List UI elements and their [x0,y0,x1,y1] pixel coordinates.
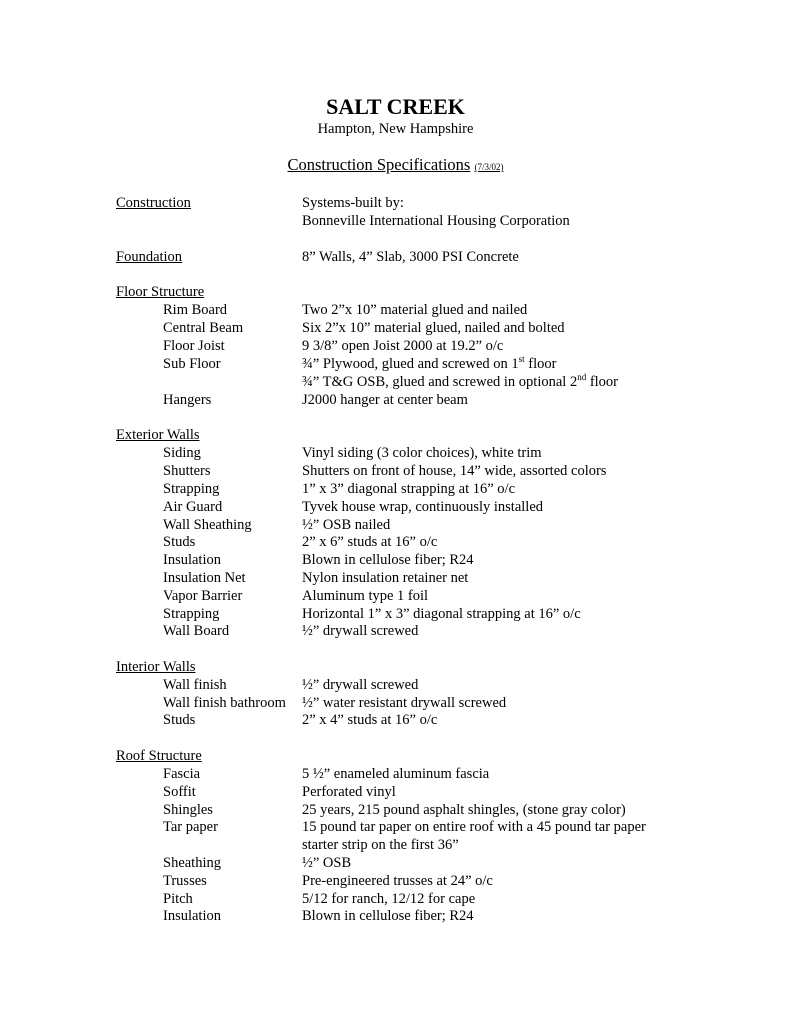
section-interior-walls: Interior Walls [116,659,196,675]
spec-value-text: ¾” Plywood, glued and screwed on 1 [302,356,519,372]
spec-row [0,783,791,801]
spec-label: Tar paper [163,819,218,835]
ordinal-suffix: nd [577,372,587,383]
construction-value-1: Systems-built by: [302,195,404,211]
roof-structure-heading-row [0,747,791,765]
spec-row [0,711,791,729]
spec-label: Wall finish bathroom [163,695,286,711]
spec-value: ½” OSB nailed [302,517,391,533]
spec-label: Shutters [163,463,211,479]
section-floor-structure: Floor Structure [116,284,205,300]
spec-label: Insulation [163,908,221,924]
spec-row [0,818,791,836]
spec-value: Aluminum type 1 foil [302,588,429,604]
ordinal-suffix: st [518,354,525,365]
spec-value: ½” drywall screwed [302,677,419,693]
page-subtitle: Hampton, New Hampshire [317,121,474,137]
spec-value [302,355,556,373]
spec-value: 5 ½” enameled aluminum fascia [302,766,490,782]
spec-value-text: floor [524,356,557,372]
spec-label: Siding [163,445,201,461]
spec-label: Wall Board [163,623,230,639]
spec-row [0,676,791,694]
spec-label: Sheathing [163,855,221,871]
spec-label: Wall finish [163,677,227,693]
spec-value: Vinyl siding (3 color choices), white trim [302,445,542,461]
spec-label: Soffit [163,784,196,800]
foundation-row [0,248,791,266]
spec-row [0,551,791,569]
spec-value-text: ¾” T&G OSB, glued and screwed in optional 2 [302,374,578,390]
spec-label: Fascia [163,766,201,782]
spec-row [0,319,791,337]
spec-label: Studs [163,534,196,550]
spec-value: ½” OSB [302,855,352,871]
spec-row-cont [0,373,791,391]
spec-row [0,498,791,516]
spec-label: Central Beam [163,320,244,336]
exterior-walls-heading-row [0,426,791,444]
spec-label: Floor Joist [163,338,225,354]
spec-row [0,516,791,534]
section-exterior-walls: Exterior Walls [116,427,200,443]
spec-row [0,890,791,908]
spec-row [0,907,791,925]
spec-row [0,337,791,355]
spec-row [0,765,791,783]
spec-row [0,355,791,373]
spec-row [0,605,791,623]
spec-value: 15 pound tar paper on entire roof with a 45 pound tar paper [302,819,646,835]
spec-row [0,569,791,587]
interior-walls-heading-row [0,658,791,676]
spec-value: 9 3/8” open Joist 2000 at 19.2” o/c [302,338,504,354]
spec-row [0,391,791,409]
spec-label: Strapping [163,481,220,497]
section-construction: Construction [116,195,191,211]
section-foundation: Foundation [116,249,183,265]
spec-label: Shingles [163,802,213,818]
spec-value [302,373,618,391]
spec-title: Construction Specifications [287,155,471,174]
spec-value: Pre-engineered trusses at 24” o/c [302,873,493,889]
spec-value: Horizontal 1” x 3” diagonal strapping at 16” o/c [302,606,581,622]
spec-label: Vapor Barrier [163,588,243,604]
spec-value: 2” x 4” studs at 16” o/c [302,712,438,728]
spec-row [0,872,791,890]
spec-value: 1” x 3” diagonal strapping at 16” o/c [302,481,516,497]
spec-value-text: floor [586,374,619,390]
spec-label: Rim Board [163,302,228,318]
spec-row [0,622,791,640]
spec-row [0,801,791,819]
spec-value: starter strip on the first 36” [302,837,459,853]
spec-value: J2000 hanger at center beam [302,392,468,408]
spec-row-cont [0,836,791,854]
spec-value: Nylon insulation retainer net [302,570,469,586]
spec-label: Wall Sheathing [163,517,252,533]
spec-row [0,301,791,319]
spec-value: Blown in cellulose fiber; R24 [302,552,474,568]
foundation-value: 8” Walls, 4” Slab, 3000 PSI Concrete [302,249,519,265]
section-roof-structure: Roof Structure [116,748,202,764]
construction-value-2: Bonneville International Housing Corporation [302,213,570,229]
spec-row [0,462,791,480]
spec-label: Air Guard [163,499,223,515]
spec-label: Pitch [163,891,193,907]
spec-label: Hangers [163,392,212,408]
spec-row [0,480,791,498]
spec-label: Strapping [163,606,220,622]
spec-row [0,587,791,605]
spec-value: ½” water resistant drywall screwed [302,695,507,711]
spec-label: Trusses [163,873,207,889]
spec-row [0,444,791,462]
spec-row [0,854,791,872]
spec-value: ½” drywall screwed [302,623,419,639]
construction-row-cont [0,212,791,230]
construction-row [0,194,791,212]
spec-value: Perforated vinyl [302,784,396,800]
spec-label: Studs [163,712,196,728]
spec-heading [0,155,791,177]
spec-value: 25 years, 215 pound asphalt shingles, (stone gray color) [302,802,626,818]
spec-value: 5/12 for ranch, 12/12 for cape [302,891,476,907]
floor-structure-heading-row [0,283,791,301]
spec-value: Six 2”x 10” material glued, nailed and bolted [302,320,565,336]
spec-value: 2” x 6” studs at 16” o/c [302,534,438,550]
spec-value: Blown in cellulose fiber; R24 [302,908,474,924]
spec-row [0,533,791,551]
page-title: SALT CREEK [326,94,465,119]
spec-value: Two 2”x 10” material glued and nailed [302,302,528,318]
spec-label: Insulation Net [163,570,246,586]
spec-row [0,694,791,712]
spec-value: Tyvek house wrap, continuously installed [302,499,544,515]
spec-label: Insulation [163,552,221,568]
spec-date: (7/3/02) [474,162,504,172]
spec-label: Sub Floor [163,356,221,372]
spec-value: Shutters on front of house, 14” wide, assorted colors [302,463,607,479]
